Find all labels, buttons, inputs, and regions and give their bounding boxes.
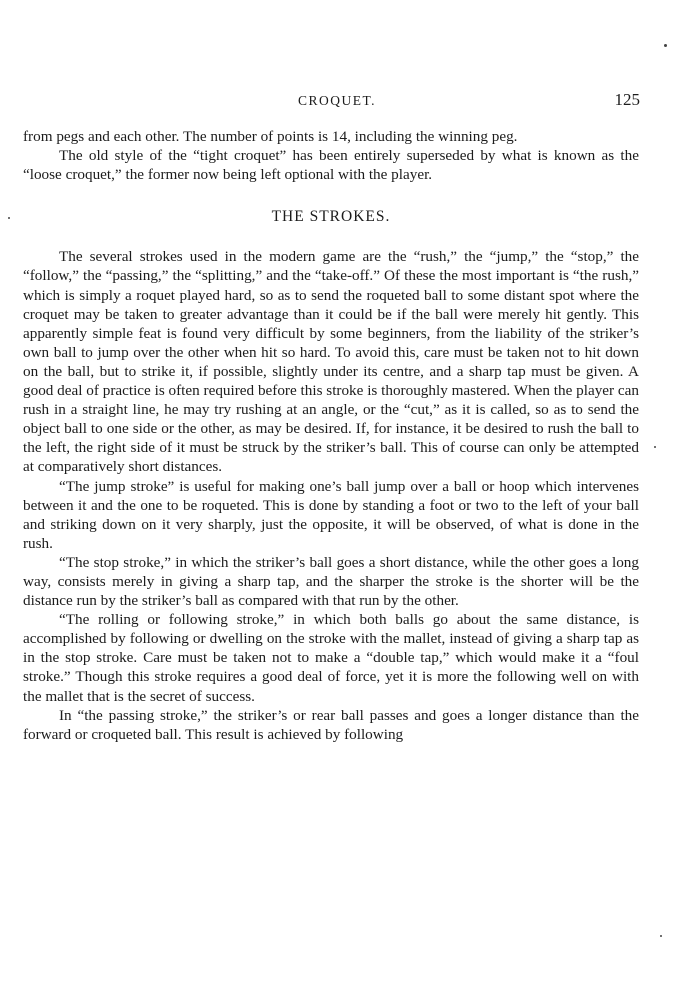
print-speck [660, 935, 662, 937]
paragraph-stop-stroke: “The stop stroke,” in which the striker’s ball goes a short distance, while the other goes a long way, consists merely in giving a sharp tap, and the sharper the stroke is the shorter will be the distance run by the striker’s ball as compared with that run by the other. [23, 553, 639, 610]
paragraph-jump-stroke: “The jump stroke” is useful for making one’s ball jump over a ball or hoop which intervenes between it and the one to be roqueted. This is done by standing a foot or two to the left of your ball and striking down on it very sharply, just the opposite, it will be observed, of what is done in the rush. [23, 477, 639, 552]
print-speck [664, 44, 667, 47]
page-number: 125 [614, 90, 640, 109]
running-title: CROQUET. [297, 93, 377, 108]
body-text [23, 127, 639, 744]
paragraph-tight-croquet: The old style of the “tight croquet” has been entirely superseded by what is known as the “loose croquet,” the former now being left optional with the player. [23, 147, 639, 184]
section-heading: THE STROKES. [271, 208, 391, 226]
paragraph-passing-stroke: In “the passing stroke,” the striker’s or rear ball passes and goes a longer distance than the forward or croqueted ball. This result is achieved by following [23, 706, 639, 743]
paragraph-several-strokes: The several strokes used in the modern game are the “rush,” the “jump,” the “stop,” the “follow,” the “passing,” the “splitting,” and the “take-off.” Of these the most important is “the rush,” which is simply a roquet played hard, so as to send the roqueted ball to some distant spot where the croquet may be taken to greater advantage than it could be if the ball were merely hit gently. This apparently simple feat is found very difficult by some beginners, from the liability of the striker’s own ball to jump over the other when hit so hard. To avoid this, care must be taken not to hit down on the ball, but to strike it, if possible, slightly under its centre, and a sharp tap must be given. A good deal of practice is often required before this stroke is thoroughly mastered. When the player can rush in a straight line, he may try rushing at an angle, or the “cut,” as it is called, so as to send the object ball to one side or the other, as may be desired. If, for instance, it be desired to rush the ball to the left, the right side of it must be struck by the striker’s ball. This of course can only be attempted at comparatively short distances. [23, 248, 639, 476]
paragraph-rolling-stroke: “The rolling or following stroke,” in which both balls go about the same distance, is accomplished by following or dwelling on the stroke with the mallet, instead of giving a sharp tap as in the stop stroke. Care must be taken not to make a “double tap,” which would make it a “foul stroke.” Though this stroke requires a good deal of force, yet it is more the following well on with the mallet that is the secret of success. [23, 611, 639, 705]
print-speck [8, 217, 10, 219]
running-head [0, 90, 674, 113]
print-speck [654, 446, 656, 448]
paragraph-continuation: from pegs and each other. The number of points is 14, including the winning peg. [23, 128, 518, 145]
